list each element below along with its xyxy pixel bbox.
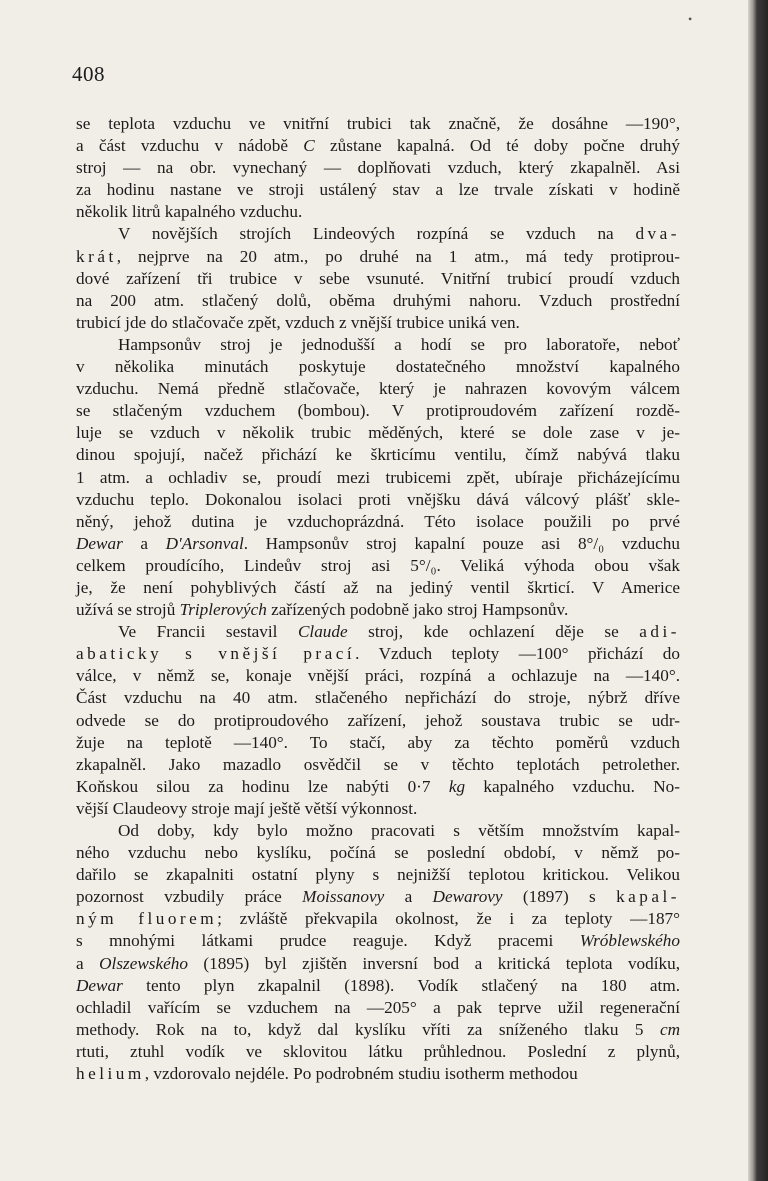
text-line <box>76 710 680 732</box>
text-line <box>76 135 680 157</box>
text-line <box>76 643 680 665</box>
text-segment: se stlačeným vzduchem (bombou). V protiproudovém zařízení rozdě- <box>76 401 680 421</box>
text-line <box>76 599 680 621</box>
text-segment: pozornost vzbudily práce <box>76 887 303 907</box>
text-segment: dinou spojují, načež přichází ke škrticímu ventilu, čímž nabývá tlaku <box>76 445 680 465</box>
page-number: 408 <box>72 62 105 86</box>
text-segment: Hampsonův stroj je jednodušší a hodí se pro laboratoře, neboť <box>118 334 680 354</box>
text-segment: (1895) byl zjištěn inversní bod a kritická teplota vodíku, <box>187 953 680 973</box>
spaced-text: helium <box>76 1064 145 1084</box>
text-line <box>76 533 680 555</box>
text-segment: tento plyn zkapalnil (1898). Vodík stlačený na 180 atm. <box>122 975 680 995</box>
text-line <box>76 378 680 400</box>
italic-text: C <box>303 136 315 156</box>
text-segment: a <box>76 953 100 973</box>
text-line <box>76 356 680 378</box>
text-line <box>76 953 680 975</box>
text-segment: žuje na teplotě —140°. To stačí, aby za těchto poměrů vzduch <box>76 732 680 752</box>
text-line <box>76 400 680 422</box>
text-line <box>76 268 680 290</box>
text-line <box>76 798 680 820</box>
italic-text: Olszewského <box>99 953 188 973</box>
spaced-text: krát <box>76 246 117 266</box>
text-line <box>76 290 680 312</box>
text-segment: s mnohými látkami prudce reaguje. Když pracemi <box>76 931 580 951</box>
text-segment: dové zařízení tři trubice v sebe vsunuté. Vnitřní trubicí proudí vzduch <box>76 268 680 288</box>
text-line <box>76 665 680 687</box>
text-segment: několik litrů kapalného vzduchu. <box>76 202 303 222</box>
book-spine-shadow <box>748 0 768 1181</box>
text-line <box>76 1063 680 1085</box>
text-segment: methody. Rok na to, když dal kyslíku vříti za sníženého tlaku 5 <box>76 1019 660 1039</box>
corner-mark: • <box>688 12 693 26</box>
text-line <box>76 179 680 201</box>
text-line <box>76 776 680 798</box>
text-line <box>76 908 680 930</box>
text-segment: v několika minutách poskytuje dostatečného množství kapalného <box>76 357 680 377</box>
text-segment: , vzdorovalo nejdéle. Po podrobném studiu isotherm methodou <box>144 1064 578 1084</box>
text-segment: 1 atm. a ochladiv se, proudí mezi trubicemi zpět, ubíraje přicházejícímu <box>76 467 680 487</box>
italic-text: Dewar <box>76 975 123 995</box>
text-segment: Koňskou silou za hodinu lze nabýti 0·7 <box>76 776 449 796</box>
spaced-text: dva- <box>635 224 680 244</box>
italic-text: Triplerových <box>179 600 267 620</box>
text-line <box>76 930 680 952</box>
text-line <box>76 842 680 864</box>
text-segment: a <box>384 887 433 907</box>
text-segment: zůstane kapalná. Od té doby počne druhý <box>314 136 680 156</box>
text-segment: stroj — na obr. vynechaný — doplňovati vzduch, který zkapalněl. Asi <box>76 158 680 178</box>
text-line <box>76 754 680 776</box>
text-segment: . Vzduch teploty —100° přichází do <box>355 644 680 664</box>
text-segment: a část vzduchu v nádobě <box>76 136 304 156</box>
text-line <box>76 113 680 135</box>
text-segment: vzduchu. Nemá předně stlačovače, který je nahrazen kovovým válcem <box>76 379 680 399</box>
text-line <box>76 621 680 643</box>
text-line <box>76 157 680 179</box>
text-segment: se teplota vzduchu ve vnitřní trubici tak značně, že dosáhne —190°, <box>76 114 680 133</box>
text-line <box>76 489 680 511</box>
spaced-text: kapal- <box>616 887 681 907</box>
italic-text: cm <box>659 1019 680 1039</box>
text-segment: a <box>122 533 166 553</box>
text-line <box>76 511 680 533</box>
italic-text: Claude <box>297 622 348 642</box>
text-line <box>76 223 680 245</box>
italic-text: Wróblewského <box>579 931 680 951</box>
text-segment: něný, jehož dutina je vzduchoprázdná. Této isolace použili po prvé <box>76 511 680 531</box>
text-line <box>76 201 680 223</box>
italic-text: Dewarovy <box>432 887 503 907</box>
text-segment: kapalného vzduchu. No- <box>465 776 681 796</box>
text-segment: dařilo se zkapalniti ostatní plyny s nejnižší teplotou kritickou. Velikou <box>76 865 680 885</box>
text-line <box>76 422 680 444</box>
text-segment: na 200 atm. stlačený dolů, oběma druhými nahoru. Vzduch prostřední <box>76 290 680 310</box>
text-segment: vzduchu teplo. Dokonalou isolaci proti vnějšku dává válcový plášť skle- <box>76 489 680 509</box>
italic-text: Dewar <box>76 533 123 553</box>
text-line <box>76 732 680 754</box>
text-line <box>76 246 680 268</box>
text-line <box>76 577 680 599</box>
text-segment: za hodinu nastane ve stroji ustálený stav a lze trvale získati v hodině <box>76 180 680 200</box>
text-line <box>76 334 680 356</box>
text-line <box>76 1019 680 1041</box>
text-line <box>76 687 680 709</box>
text-segment: ; zvláště překvapila okolnost, že i za teploty —187° <box>217 909 681 929</box>
text-line <box>76 886 680 908</box>
spaced-text: adi- <box>639 622 680 642</box>
text-segment: trubicí jde do stlačovače zpět, vzduch z vnější trubice uniká ven. <box>76 312 520 332</box>
text-line <box>76 975 680 997</box>
text-segment: zkapalněl. Jako mazadlo osvědčil se v těchto teplotách petrolether. <box>76 754 680 774</box>
text-segment: rtuti, ztuhl vodík ve sklovitou látku průhlednou. Poslední z plynů, <box>76 1041 680 1061</box>
text-line <box>76 555 680 577</box>
italic-text: Moissanovy <box>302 887 385 907</box>
text-segment: ného vzduchu nebo kyslíku, počíná se poslední období, v němž po- <box>76 843 680 863</box>
text-segment: celkem proudícího, Lindeův stroj asi 5°/₀. Veliká výhoda obou však <box>76 555 680 575</box>
italic-text: kg <box>448 776 466 796</box>
text-line <box>76 864 680 886</box>
text-segment: . Hampsonův stroj kapalní pouze asi 8°/₀ vzduchu <box>243 533 680 553</box>
spaced-text: ným fluorem <box>76 909 218 929</box>
text-segment: Část vzduchu na 40 atm. stlačeného nepřichází do stroje, nýbrž dříve <box>76 688 680 708</box>
text-segment: Od doby, kdy bylo možno pracovati s větším množstvím kapal- <box>118 821 680 840</box>
text-segment: , nejprve na 20 atm., po druhé na 1 atm., má tedy protiprou- <box>116 246 680 266</box>
text-segment: luje se vzduch v několik trubic měděných, které se dole zase v je- <box>76 423 680 443</box>
text-segment: vější Claudeovy stroje mají ještě větší výkonnost. <box>76 798 418 818</box>
spaced-text: abaticky s vnější prací <box>76 644 356 664</box>
text-segment: užívá se strojů <box>76 600 180 620</box>
text-line <box>76 467 680 489</box>
text-line <box>76 444 680 466</box>
text-segment: zařízených podobně jako stroj Hampsonův. <box>266 600 569 620</box>
text-segment: je, že není pohyblivých částí až na jediný ventil škrticí. V Americe <box>76 577 680 597</box>
text-segment: (1897) s <box>502 887 617 907</box>
body-text <box>76 113 680 1085</box>
text-segment: stroj, kde ochlazení děje se <box>347 622 640 642</box>
text-segment: ochladil vařícím se vzduchem na —205° a pak teprve užil regenerační <box>76 997 680 1017</box>
italic-text: D'Arsonval <box>165 533 244 553</box>
text-line <box>76 820 680 842</box>
text-line <box>76 997 680 1019</box>
text-segment: Ve Francii sestavil <box>118 622 298 642</box>
text-line <box>76 1041 680 1063</box>
text-segment: odvede se do protiproudového zařízení, jehož soustava trubic se udr- <box>76 710 680 730</box>
text-line <box>76 312 680 334</box>
text-segment: V novějších strojích Lindeových rozpíná se vzduch na <box>118 224 636 244</box>
text-segment: válce, v němž se, konaje vnější práci, rozpíná a ochlazuje na —140°. <box>76 666 680 686</box>
